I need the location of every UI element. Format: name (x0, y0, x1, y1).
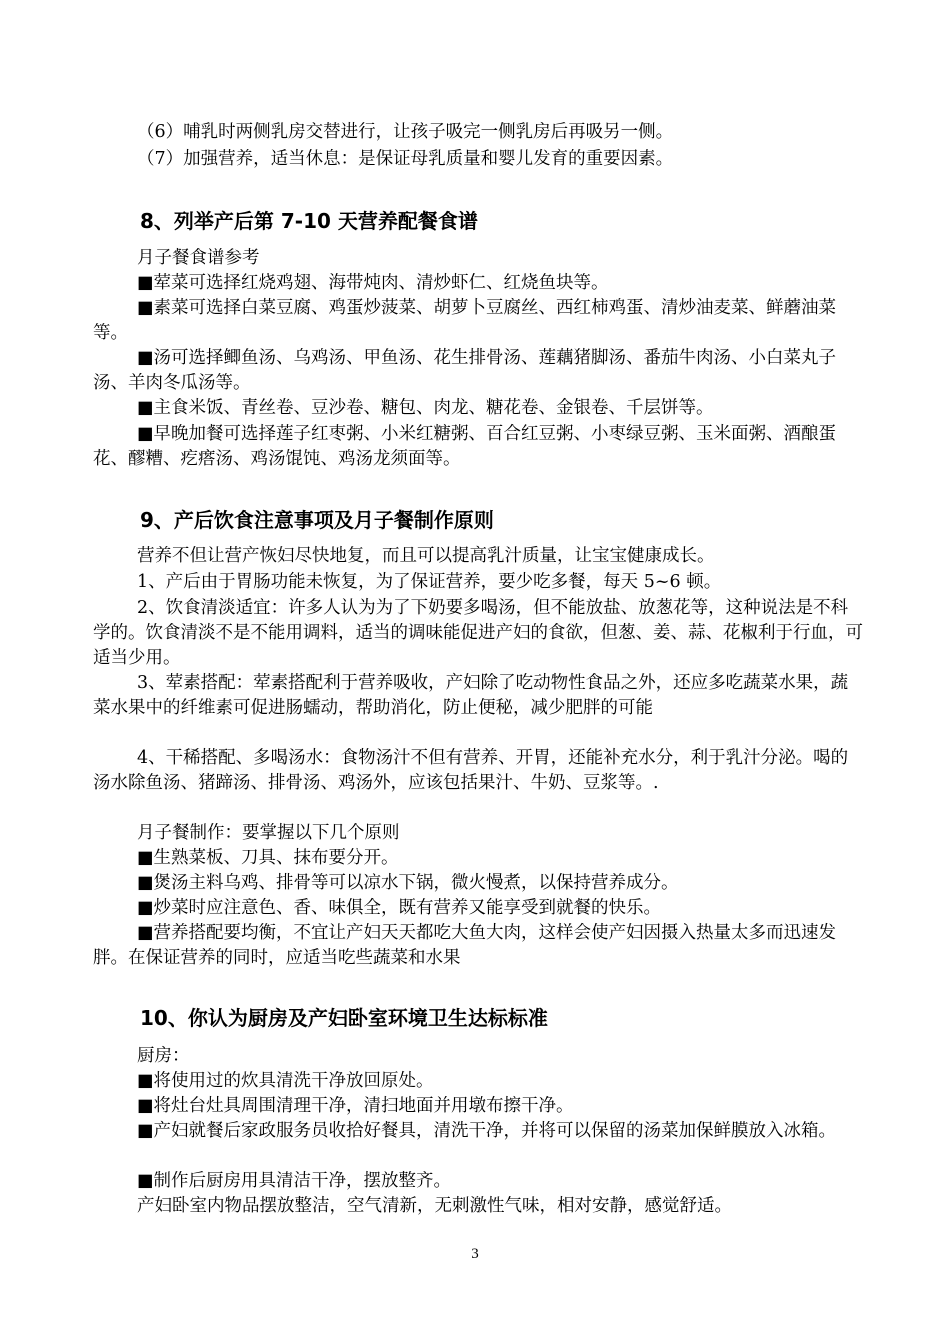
page-number: 3 (471, 1246, 479, 1262)
section-8-item: ■汤可选择鲫鱼汤、乌鸡汤、甲鱼汤、花生排骨汤、莲藕猪脚汤、番茄牛肉汤、小白菜丸子汤、羊肉冬瓜汤等。 (93, 348, 837, 393)
section-9-paragraph: 1、产后由于胃肠功能未恢复，为了保证营养，要少吃多餐，每天 5~6 顿。 (137, 572, 722, 592)
section-9-paragraph: 3、荤素搭配：荤素搭配利于营养吸收，产妇除了吃动物性食品之外，还应多吃蔬菜水果，蔬菜水果中的纤维素可促进肠蠕动，帮助消化，防止便秘，减少肥胖的可能 (93, 673, 849, 718)
section-9-paragraph: 4、干稀搭配、多喝汤水：食物汤汁不但有营养、开胃，还能补充水分，利于乳汁分泌。喝的汤水除鱼汤、猪蹄汤、排骨汤、鸡汤外，应该包括果汁、牛奶、豆浆等。. (93, 748, 849, 793)
section-8-item: ■荤菜可选择红烧鸡翅、海带炖肉、清炒虾仁、红烧鱼块等。 (137, 273, 609, 293)
section-8-heading: 8、列举产后第 7-10 天营养配餐食谱 (140, 209, 478, 233)
section-10-paragraph: ■制作后厨房用具清洁干净，摆放整齐。 (137, 1171, 452, 1191)
intro-line-6: （6）哺乳时两侧乳房交替进行，让孩子吸完一侧乳房后再吸另一侧。 (137, 122, 674, 142)
section-8-item: ■主食米饭、青丝卷、豆沙卷、糖包、肉龙、糖花卷、金银卷、千层饼等。 (137, 398, 714, 418)
section-10-paragraph: 产妇卧室内物品摆放整洁，空气清新，无刺激性气味，相对安静，感觉舒适。 (137, 1196, 732, 1216)
section-8-subtitle: 月子餐食谱参考 (137, 248, 260, 268)
section-8-item: ■素菜可选择白菜豆腐、鸡蛋炒菠菜、胡萝卜豆腐丝、西红柿鸡蛋、清炒油麦菜、鲜蘑油菜等。 (93, 298, 837, 343)
section-9-paragraph: ■生熟菜板、刀具、抹布要分开。 (137, 848, 399, 868)
section-10-paragraph: 厨房： (137, 1046, 190, 1066)
section-10-paragraph: ■将灶台灶具周围清理干净，清扫地面并用墩布擦干净。 (137, 1096, 574, 1116)
section-9-heading: 9、产后饮食注意事项及月子餐制作原则 (140, 508, 494, 532)
intro-line-7: （7）加强营养，适当休息：是保证母乳质量和婴儿发育的重要因素。 (137, 149, 674, 169)
section-8-item: ■早晚加餐可选择莲子红枣粥、小米红糖粥、百合红豆粥、小枣绿豆粥、玉米面粥、酒酿蛋花、醪糟、疙瘩汤、鸡汤馄饨、鸡汤龙须面等。 (93, 424, 837, 469)
section-9-paragraph: 营养不但让营产恢妇尽快地复，而且可以提高乳汁质量，让宝宝健康成长。 (137, 546, 715, 566)
section-10-paragraph: ■将使用过的炊具清洗干净放回原处。 (137, 1071, 434, 1091)
section-9-paragraph: 月子餐制作：要掌握以下几个原则 (137, 823, 400, 843)
section-9-paragraph: ■营养搭配要均衡，不宜让产妇天天都吃大鱼大肉，这样会使产妇因摄入热量太多而迅速发胖。在保证营养的同时，应适当吃些蔬菜和水果 (93, 923, 837, 968)
section-10-heading: 10、你认为厨房及产妇卧室环境卫生达标标准 (140, 1006, 548, 1030)
section-10-paragraph: ■产妇就餐后家政服务员收拾好餐具，清洗干净，并将可以保留的汤菜加保鲜膜放入冰箱。 (137, 1121, 837, 1141)
section-9-paragraph: 2、饮食清淡适宜：许多人认为为了下奶要多喝汤，但不能放盐、放葱花等，这种说法是不科学的。饮食清淡不是不能用调料，适当的调味能促进产妇的食欲，但葱、姜、蒜、花椒利于行血，可适当少用。 (93, 598, 863, 668)
section-9-paragraph: ■炒菜时应注意色、香、味俱全，既有营养又能享受到就餐的快乐。 (137, 898, 662, 918)
section-9-paragraph: ■煲汤主料乌鸡、排骨等可以凉水下锅，微火慢煮，以保持营养成分。 (137, 873, 679, 893)
